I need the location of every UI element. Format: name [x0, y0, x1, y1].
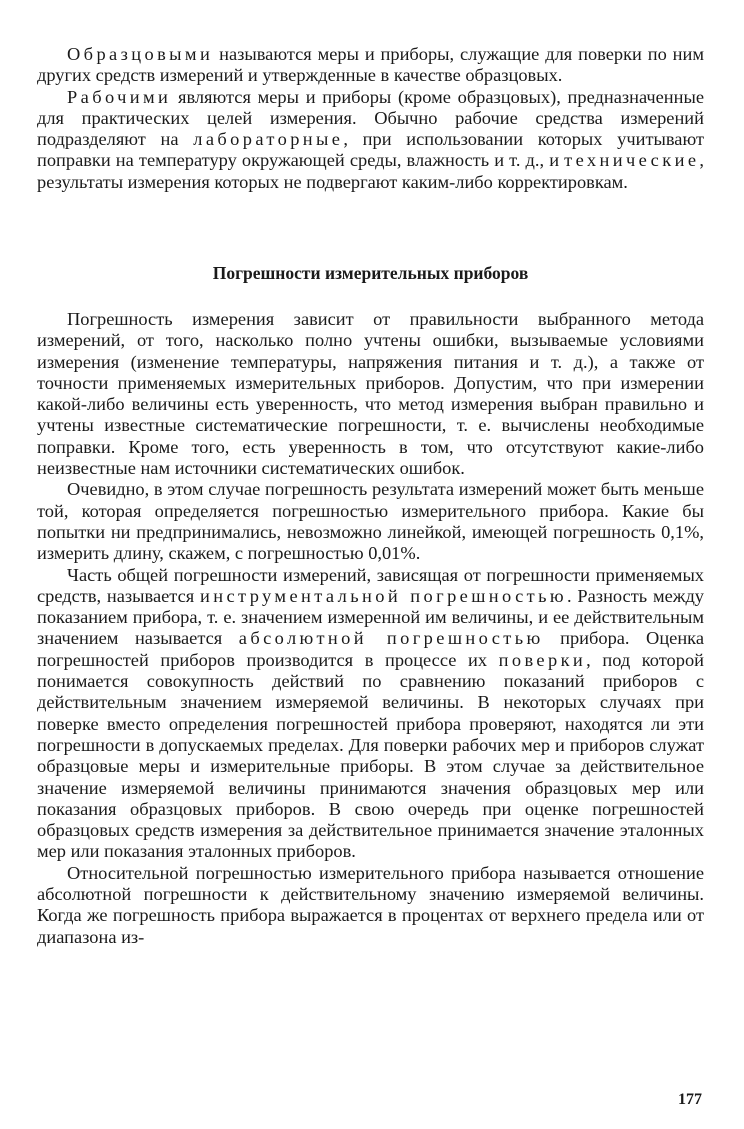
paragraph-instrumentalnaya: [37, 565, 704, 863]
paragraph-text: . Разность между показанием прибора, т. е. значением измеренной им величины, и ее действительным значением называется: [37, 585, 705, 649]
intro-text: [37, 44, 704, 193]
paragraph-text: Часть общей погрешности измерений, зависящая от погрешности применяемых средств, называется: [37, 564, 704, 606]
paragraph-otnositelnaya: Относительной погрешностью измерительного прибора называется отношение абсолютной погрешности к действительному значению измеряемой величины. Когда же погрешность прибора выражается в процентах от верхнего предела или от диапазона из-: [37, 862, 704, 947]
paragraph-text: , под которой понимается совокупность действий по сравнению показаний приборов с действительным значением измеряемой величины. В некоторых случаях при поверке вместо определения погрешностей прибора проверяют, находятся ли эти погрешности в допускаемых пределах. Для поверки рабочих мер и приборов служат образцовые меры и измерительные приборы. В этом случае за действительное значение измеряемой величины принимаются значения образцовых мер или показания образцовых приборов. В свою очередь при оценке погрешностей образцовых средств измерения за действительное принимается значение эталонных мер или показания эталонных приборов.: [37, 649, 704, 862]
paragraph-rabochie: [37, 87, 704, 193]
term-poverki: поверки: [498, 649, 587, 670]
term-laboratornye: лабораторные: [193, 129, 344, 150]
paragraph-text: называются меры и приборы, служащие для поверки по ним других средств измерений и утвержденные в качестве образцовых.: [37, 44, 704, 86]
term-instrumentalnoy-pogreshnostyu: инструментальной погрешностью: [200, 585, 568, 606]
paragraph-ochevidno: Очевидно, в этом случае погрешность результата измерений может быть меньше той, которая определяется погрешностью измерительного прибора. Какие бы попытки ни предпринимались, невозможно линейкой, имеющей погрешность 0,1%, измерить длину, скажем, с погрешностью 0,01%.: [37, 479, 704, 564]
section-heading: Погрешности измерительных приборов: [212, 263, 529, 283]
paragraph-text: прибора. Оценка погрешностей приборов производится в процессе их: [37, 628, 704, 670]
term-tekhnicheskie: технические: [564, 150, 700, 171]
paragraph-obraztsovye: [37, 44, 704, 87]
section-text: [37, 309, 704, 948]
paragraph-pogreshnost-izmereniya: Погрешность измерения зависит от правильности выбранного метода измерений, от того, насколько полно учтены ошибки, вызываемые условиями измерения (изменение температуры, напряжения питания и т. д.), а также от точности применяемых измерительных приборов. Допустим, что при измерении какой-либо величины есть уверенность, что метод измерения выбран правильно и учтены известные систематические погрешности, т. е. вычислены необходимые поправки. Кроме того, есть уверенность в том, что отсутствуют какие-либо неизвестные нам источники систематических ошибок.: [37, 309, 704, 479]
page-number: 177: [678, 1091, 702, 1108]
term-obraztsovymi: Образцовыми: [67, 44, 214, 64]
paragraph-text: , при использовании которых учитывают поправки на температуру окружающей среды, влажность и т. д., и: [37, 129, 704, 171]
paragraph-text: , результаты измерения которых не подвергают каким-либо корректировкам.: [37, 150, 704, 192]
term-absolyutnoy-pogreshnostyu: абсолютной погрешностью: [238, 628, 544, 649]
paragraph-text: являются меры и приборы (кроме образцовых), предназначенные для практических целей измерения. Обычно рабочие средства измерений подразделяют на: [37, 86, 704, 150]
term-rabochimi: Рабочими: [67, 86, 172, 107]
